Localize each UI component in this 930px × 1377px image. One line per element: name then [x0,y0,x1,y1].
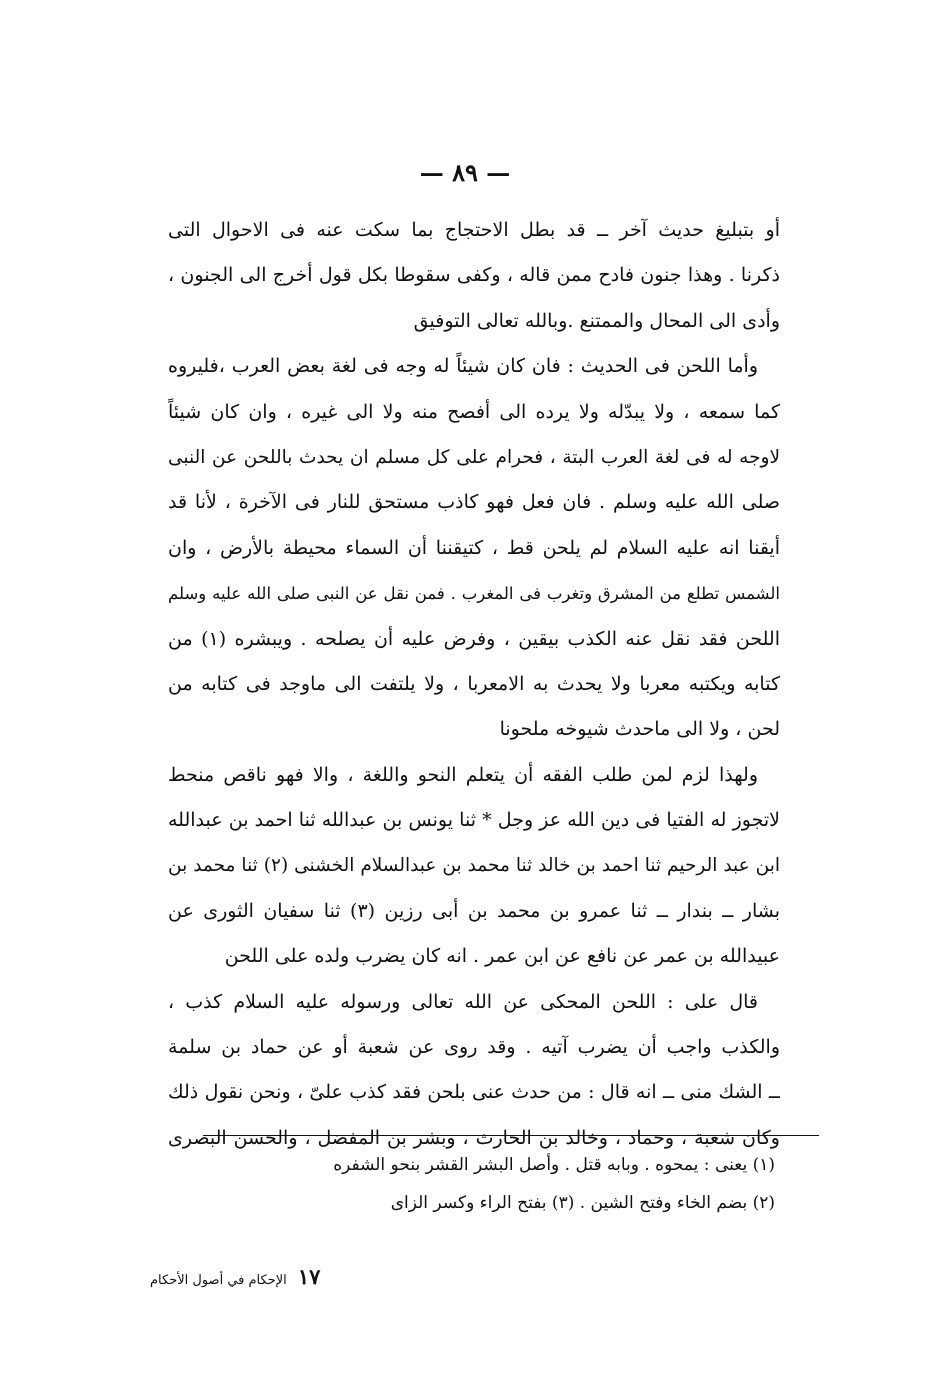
text-line: لحن ، ولا الى ماحدث شيوخه ملحونا [499,718,780,741]
signature-book-title: الإحكام في أصول الأحكام [150,1273,287,1288]
footnote-line: (١) يعنى : يمحوه . وبابه قتل . وأصل البشر القشر بنحو الشفره [333,1155,775,1175]
text-line: كما سمعه ، ولا يبدّله ولا يرده الى أفصح منه ولا الى غيره ، وان كان شيئاً [168,400,780,423]
signature-number: ١٧ [297,1264,321,1289]
text-line: أو بتبليغ حديث آخر ــ قد بطل الاحتجاج بما سكت عنه فى الاحوال التى [168,219,780,241]
text-line: ولهذا لزم لمن طلب الفقه أن يتعلم النحو واللغة ، والا فهو ناقص منحط [168,763,758,786]
printer-signature [150,1262,320,1292]
text-line: لاوجه له فى لغة العرب البتة ، فحرام على كل مسلم ان يحدث باللحن عن النبى [168,446,780,468]
footnote-divider [203,1135,819,1136]
footnote-line: (٢) بضم الخاء وفتح الشين . (٣) بفتح الراء وكسر الزاى [390,1193,775,1213]
body-text [168,208,780,1161]
text-line: والكذب واجب أن يضرب آتيه . وقد روى عن شعبة أو عن حماد بن سلمة [168,1036,780,1059]
text-line: أيقنا انه عليه السلام لم يلحن قط ، كتيقننا أن السماء محيطة بالأرض ، وان [168,536,780,559]
text-line: اللحن فقد نقل عنه الكذب بيقين ، وفرض عليه أن يصلحه . ويبشره (١) من [168,627,780,650]
text-line: ذكرنا . وهذا جنون فادح ممن قاله ، وكفى سقوطا بكل قول أخرج الى الجنون ، [168,264,780,287]
text-line: كتابه ويكتبه معربا ولا يحدث به الامعربا ، ولا يلتفت الى ماوجد فى كتابه من [168,672,780,695]
text-line: قال على : اللحن المحكى عن الله تعالى ورسوله عليه السلام كذب ، [168,990,758,1013]
text-line: وكان شعبة ، وحماد ، وخالد بن الحارث ، وبشر بن المفضل ، والحسن البصرى [168,1126,780,1149]
text-line: وأما اللحن فى الحديث : فان كان شيئاً له وجه فى لغة بعض العرب ،فليروه [168,355,758,378]
footnotes [260,1146,775,1222]
text-line: الشمس تطلع من المشرق وتغرب فى المغرب . فمن نقل عن النبى صلى الله عليه وسلم [168,584,780,604]
text-line: صلى الله عليه وسلم . فان فعل فهو كاذب مستحق للنار فى الآخرة ، لأنا قد [168,491,780,514]
page-number: — ٨٩ — [419,158,511,187]
text-line: عبيدالله بن عمر عن نافع عن ابن عمر . انه كان يضرب ولده على اللحن [224,945,780,968]
text-line: ابن عبد الرحيم ثنا احمد بن خالد ثنا محمد بن عبدالسلام الخشنى (٢) ثنا محمد بن [168,855,780,877]
text-line: وأدى الى المحال والممتنع .وبالله تعالى التوفيق [413,309,780,332]
text-line: ــ الشك منى ــ انه قال : من حدث عنى بلحن فقد كذب علىّ ، ونحن نقول ذلك [168,1081,780,1104]
text-line: بشار ــ بندار ــ ثنا عمرو بن محمد بن أبى رزين (٣) ثنا سفيان الثورى عن [168,899,780,922]
text-line: لاتجوز له الفتيا فى دين الله عز وجل * ثنا يونس بن عبدالله ثنا احمد بن عبدالله [168,809,780,832]
